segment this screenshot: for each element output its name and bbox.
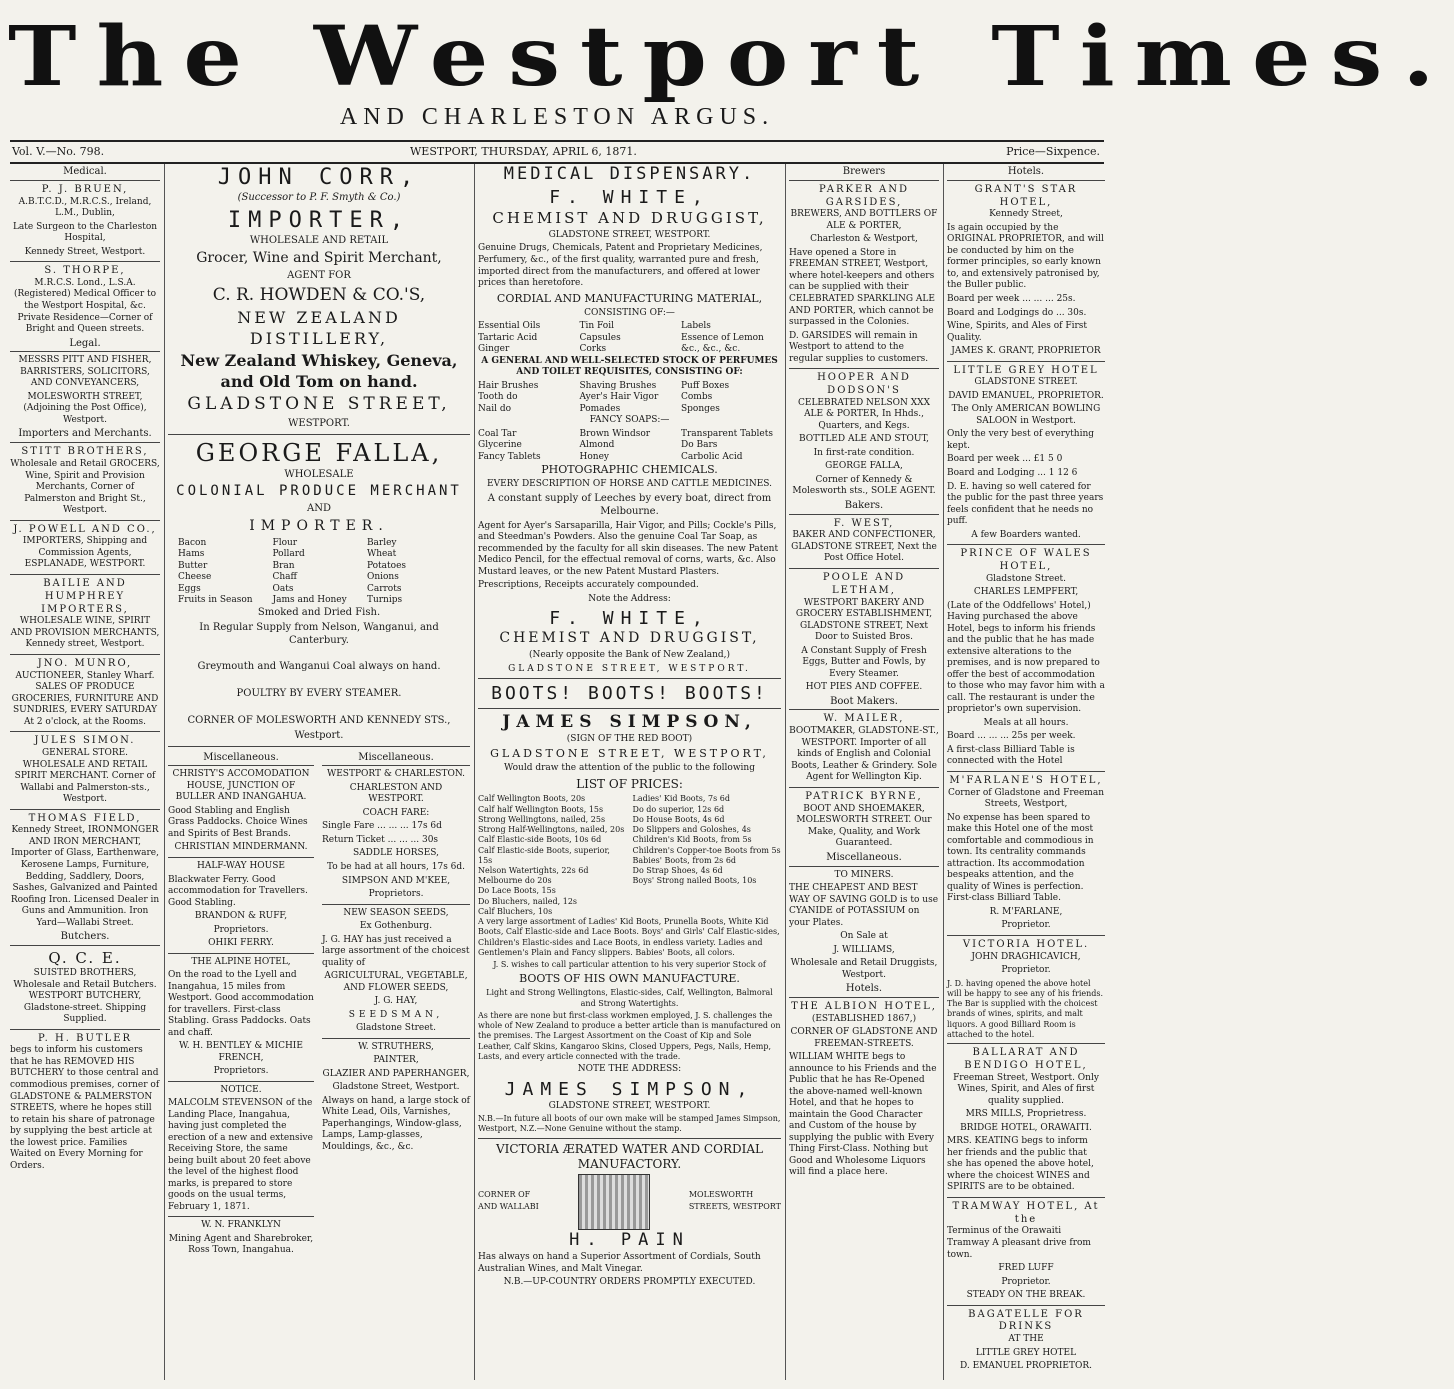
- soap-row: [478, 440, 781, 452]
- material-row: [478, 321, 781, 333]
- ad-mfarlane: M'FARLANE'S HOTEL,: [949, 774, 1103, 786]
- dispensary-title: MEDICAL DISPENSARY.: [503, 164, 756, 184]
- materials-list: [478, 321, 781, 356]
- produce-row-cell: Jams and Honey: [272, 595, 347, 606]
- ad-hooper: HOOPER AND DODSON'S: [817, 372, 911, 396]
- toilet-row-cell: Nail do: [478, 403, 512, 414]
- produce-row-cell: Butter: [178, 560, 208, 571]
- price-item: Strong Half-Wellingtons, nailed, 20s: [478, 825, 625, 835]
- produce-row-cell: Barley: [366, 537, 397, 548]
- price-item: Do Lace Boots, 15s: [478, 886, 556, 896]
- masthead: [0, 0, 1454, 132]
- ad-pitt: MESSRS PITT AND FISHER, BARRISTERS, SOLICITORS, AND CONVEYANCERS,: [18, 355, 152, 389]
- ad-thorpe: S. THORPE,: [44, 265, 126, 277]
- price-item: Calf Wellington Boots, 20s: [478, 794, 586, 804]
- toilet-row-cell: Puff Boxes: [681, 380, 730, 391]
- price-item: Nelson Watertights, 22s 6d: [478, 865, 589, 875]
- ad-munro: JNO. MUNRO,: [37, 657, 133, 669]
- misc-right: Miscellaneous. WESTPORT & CHARLESTON. CHARLESTON AND WESTPORT. COACH FARE: Single Fare ... ... ... 17s 6d Return Ticket ... ... ... 30s SADDLE HORSES, To be had at all hours, 17s 6d. SIMPSON AND M'KEE, Proprietors. NEW SEASON SEEDS, Ex Gothenburg. J. G. HAY has just received a large assortment of the choicest quality of AGRICULTURAL, VEGETABLE, AND FLOWER SEEDS, J. G. HAY, SEEDSMAN, Gladstone Street. W. STRUTHERS, PAINTER, GLAZIER AND PAPERHANGER, Gladstone Street, Westport. Always on hand, a large stock of White Lead, Oils, Varnishes, Paperhangings, Window-glass, Lamps, Lamp-glasses, Mouldings, &c., &c.: [322, 751, 471, 1152]
- ad-baillie: BAILIE AND HUMPHREY IMPORTERS,: [41, 577, 129, 615]
- soap-row-cell: Honey: [579, 451, 609, 462]
- material-row-cell: Ginger: [478, 344, 510, 355]
- produce-row-cell: Wheat: [366, 549, 397, 560]
- soap-row-cell: Carbolic Acid: [681, 451, 743, 462]
- produce-row-cell: Hams: [178, 549, 205, 560]
- soaps-list: [478, 429, 781, 464]
- price-item: Calf Elastic-side Boots, 10s 6d: [478, 835, 602, 845]
- toilet-row-cell: Pomades: [579, 403, 621, 414]
- material-row-cell: &c., &c., &c.: [681, 344, 741, 355]
- ad-falla-title: GEORGE FALLA,: [195, 438, 443, 467]
- price-item: Do Slippers and Goloshes, 4s: [632, 825, 751, 835]
- toilet-row-cell: Ayer's Hair Vigor: [579, 392, 659, 403]
- misc-left: Miscellaneous. CHRISTY'S ACCOMODATION HOUSE, JUNCTION OF BULLER AND INANGAHUA. Good Stabling and English Grass Paddocks. Choice Wines and Spirits of Best Brands. CHRISTIAN MINDERMANN. HALF-WAY HOUSE Blackwater Ferry. Good accommodation for Travellers. Good Stabling. BRANDON & RUFF, Proprietors. OHIKI FERRY. THE ALPINE HOTEL, On the road to the Lyell and Inangahua, 15 miles from Westport. Good accommodation for travellers. First-class Stabling. Grass Paddocks. Oats and chaff. W. H. BENTLEY & MICHIE FRENCH, Proprietors. NOTICE. MALCOLM STEVENSON of the Landing Place, Inangahua, having just completed the erection of a new and extensive Receiving Store, the same being built about 20 feet above the level of the highest flood marks, is prepared to store goods on the usual terms, February 1, 1871. W. N. FRANKLYN Mining Agent and Sharebroker, Ross Town, Inangahua.: [168, 751, 314, 1256]
- toilet-row-cell: Hair Brushes: [478, 380, 539, 391]
- ad-bruen: P. J. BRUEN,: [41, 183, 129, 195]
- section-medical: Medical.: [10, 166, 160, 181]
- soap-row-cell: Do Bars: [681, 440, 718, 451]
- produce-row: [178, 584, 460, 596]
- ad-little-grey: LITTLE GREY HOTEL: [953, 364, 1099, 376]
- section-importers: Importers and Merchants.: [10, 428, 160, 443]
- ad-poole: POOLE AND LETHAM,: [822, 571, 906, 596]
- material-row: [478, 344, 781, 356]
- ad-field: THOMAS FIELD,: [28, 812, 142, 824]
- price-item: Melbourne do 20s: [478, 876, 552, 886]
- price-item: Boys' Strong nailed Boots, 10s: [632, 876, 757, 886]
- produce-row-cell: Pollard: [272, 549, 305, 560]
- price-item: Calf Elastic-side Boots, superior, 15s: [478, 845, 610, 865]
- newspaper-subtitle: AND CHARLESTON ARGUS.: [339, 104, 775, 130]
- produce-row: [178, 549, 460, 561]
- soap-row: [478, 429, 781, 441]
- price-item: Calf Bluchers, 10s: [478, 906, 553, 916]
- material-row-cell: Essential Oils: [478, 321, 541, 332]
- price-item: Calf half Wellington Boots, 15s: [478, 804, 604, 814]
- toilet-row-cell: Combs: [681, 392, 713, 403]
- produce-row-cell: Potatoes: [366, 560, 407, 571]
- price-item: Ladies' Kid Boots, 7s 6d: [632, 794, 730, 804]
- section-legal: Legal.: [10, 338, 160, 353]
- soap-row-cell: Coal Tar: [478, 428, 517, 439]
- soap-row-cell: Almond: [579, 440, 615, 451]
- produce-row-cell: Fruits in Season: [178, 595, 253, 606]
- ad-albion: THE ALBION HOTEL,: [791, 1000, 937, 1012]
- ad-prince: PRINCE OF WALES HOTEL,: [960, 548, 1092, 572]
- material-row-cell: Labels: [681, 321, 711, 332]
- soap-row: [478, 452, 781, 464]
- price-item: Children's Kid Boots, from 5s: [632, 835, 752, 845]
- engine-illustration: [578, 1174, 650, 1230]
- column-1: Medical. P. J. BRUEN, A.B.T.C.D., M.R.C.S., Ireland, L.M., Dublin, Late Surgeon to the Charleston Hospital, Kennedy Street, Westport. S. THORPE, M.R.C.S. Lond., L.S.A. (Registered) Medical Officer to the Westport Hospital, &c. Private Residence—Corner of Bright and Queen streets. Legal. MESSRS PITT AND FISHER, BARRISTERS, SOLICITORS, AND CONVEYANCERS, MOLESWORTH STREET, (Adjoining the Post Office), Westport. Importers and Merchants. STITT BROTHERS, Wholesale and Retail GROCERS, Wine, Spirit and Provision Merchants, Corner of Palmerston and Bright St., Westport. J. POWELL AND CO., IMPORTERS, Shipping and Commission Agents, ESPLANADE, WESTPORT. BAILIE AND HUMPHREY IMPORTERS, WHOLESALE WINE, SPIRIT AND PROVISION MERCHANTS, Kennedy street, Westport. JNO. MUNRO, AUCTIONEER, Stanley Wharf. SALES OF PRODUCE GROCERIES, FURNITURE AND SUNDRIES, EVERY SATURDAY At 2 o'clock, at the Rooms. JULES SIMON. GENERAL STORE. WHOLESALE AND RETAIL SPIRIT MERCHANT. Corner of Wallabi and Palmerston-sts., Westport. THOMAS FIELD, Kennedy Street, IRONMONGER AND IRON MERCHANT, Importer of Glass, Earthenware, Kerosene Lamps, Furniture, Bedding, Saddlery, Doors, Sashes, Galvanized and Painted Roofing Iron. Licensed Dealer in Guns and Ammunition. Iron Yard—Wallabi Street. Butchers. Q. C. E. SUISTED BROTHERS, Wholesale and Retail Butchers. WESTPORT BUTCHERY, Gladstone-street. Shipping Supplied. P. H. BUTLER begs to inform his customers that he has REMOVED HIS BUTCHERY to those central and commodious premises, corner of GLADSTONE & PALMERSTON STREETS, where he hopes still to retain his share of patronage by supplying the best article at the lowest price. Families Waited on Every Morning for Orders.: [10, 166, 160, 1171]
- toilet-row: [478, 381, 781, 393]
- ad-stitt: STITT BROTHERS,: [21, 446, 149, 458]
- ad-parker: PARKER AND GARSIDES,: [818, 183, 910, 208]
- produce-row-cell: Oats: [272, 583, 294, 594]
- soap-row-cell: Fancy Tablets: [478, 451, 541, 462]
- produce-row-cell: Eggs: [178, 583, 201, 594]
- price: Price—Sixpence.: [1006, 145, 1100, 158]
- boots-headline: BOOTS! BOOTS! BOOTS!: [491, 683, 768, 705]
- produce-row-cell: Cheese: [178, 572, 212, 583]
- price-item: Do Bluchers, nailed, 12s: [478, 896, 578, 906]
- ad-corr-title: JOHN CORR,: [217, 165, 421, 190]
- ad-west: F. WEST,: [833, 517, 895, 529]
- price-item: Children's Copper-toe Boots from 5s: [632, 845, 781, 855]
- price-item: Strong Wellingtons, nailed, 25s: [478, 814, 606, 824]
- toilet-row: [478, 404, 781, 416]
- column-3: MEDICAL DISPENSARY. F. WHITE, CHEMIST AND DRUGGIST, GLADSTONE STREET, WESTPORT. Genuine Drugs, Chemicals, Patent and Proprietary Medicines, Perfumery, &c., of the first quality, warranted pure and fresh, imported direct from the manufacturers, and offered at lower prices than heretofore. CORDIAL AND MANUFACTURING MATERIAL, CONSISTING OF:— Essential Oils Tin Foil Labels Tartaric Acid Capsules Essence of Lemon Ginger Corks &c., &c., &c. A GENERAL AND WELL-SELECTED STOCK OF PERFUMES AND TOILET REQUISITES, CONSISTING OF: Hair Brushes Shaving Brushes Puff Boxes Tooth do Ayer's Hair Vigor Combs Nail do Pomades Sponges FANCY SOAPS:— Coal Tar Brown Windsor Transparent Tablets Glycerine Almond Do Bars Fancy Tablets Honey Carbolic Acid PHOTOGRAPHIC CHEMICALS. EVERY DESCRIPTION OF HORSE AND CATTLE MEDICINES. A constant supply of Leeches by every boat, direct from Melbourne. Agent for Ayer's Sarsaparilla, Hair Vigor, and Pills; Cockle's Pills, and Steedman's Powders. Also the genuine Coal Tar Soap, as recommended by the faculty for all skin diseases. The new Patent Medico Pencil, for the effectual removal of corns, warts, &c. Also Mustard leaves, or the new Patent Mustard Plasters. Prescriptions, Receipts accurately compounded. Note the Address: F. WHITE, CHEMIST AND DRUGGIST, (Nearly opposite the Bank of New Zealand,) GLADSTONE STREET, WESTPORT. BOOTS! BOOTS! BOOTS! JAMES SIMPSON, (SIGN OF THE RED BOOT) GLADSTONE STREET, WESTPORT, Would draw the attention of the public to the following LIST OF PRICES: Calf Wellington Boots, 20s Calf half Wellington Boots, 15s Strong Wellingtons, nailed, 25s Strong Half-Wellingtons, nailed, 20s Calf Elastic-side Boots, 10s 6d Calf Elastic-side Boots, superior, 15s Nelson Watertights, 22s 6d Melbourne do 20s Do Lace Boots, 15s Do Bluchers, nailed, 12s Calf Bluchers, 10s Ladies' Kid Boots, 7s 6d Do do superior, 12s 6d Do House Boots, 4s 6d Do Slippers and Goloshes, 4s Children's Kid Boots, from 5s Children's Copper-toe Boots from 5s Babies' Boots, from 2s 6d Do Strap Shoes, 4s 6d Boys' Strong nailed Boots, 10s A very large assortment of Ladies' Kid Boots, Prunella Boots, White Kid Boots, Calf Elastic-side and Lace Boots. Boys' and Girls' Calf Elastic-sides, Children's Elastic-sides and Lace Boots, in endless variety. Ladies and Gentlemen's Plain and Fancy slippers. Babies' Boots, all colors. J. S. wishes to call particular attention to his very superior Stock of BOOTS OF HIS OWN MANUFACTURE. Light and Strong Wellingtons, Elastic-sides, Calf, Wellington, Balmoral and Strong Watertights. As there are none but first-class workmen employed, J. S. challenges the whole of New Zealand to produce a better article than is manufactured on the premises. The Largest Assortment on the Coast of Kip and Sole Leather, Calf Skins, Kangaroo Skins, Closed Uppers, Pegs, Nails, Hemp, Lasts, and every article connected with the trade. NOTE THE ADDRESS: JAMES SIMPSON, GLADSTONE STREET, WESTPORT. N.B.—In future all boots of our own make will be stamped James Simpson, Westport, N.Z.—None Genuine without the stamp. VICTORIA ÆRATED WATER AND CORDIAL MANUFACTORY. CORNER OF AND WALLABI MOLESWORTH STREETS, WESTPORT H. PAIN Has always on hand a Superior Assortment of Cordials, South Australian Wines, and Malt Vinegar. N.B.—UP-COUNTRY ORDERS PROMPTLY EXECUTED.: [478, 164, 781, 1288]
- soap-row-cell: Transparent Tablets: [681, 428, 773, 439]
- produce-row-cell: Onions: [366, 572, 399, 583]
- ad-bagatelle: BAGATELLE FOR DRINKS: [968, 1308, 1084, 1333]
- ad-byrne: PATRICK BYRNE,: [805, 790, 923, 802]
- ad-simon: JULES SIMON.: [34, 735, 136, 747]
- soap-row-cell: Brown Windsor: [579, 428, 651, 439]
- produce-row: [178, 538, 460, 550]
- ad-mailer: W. MAILER,: [823, 713, 905, 725]
- ad-victoria: VICTORIA HOTEL.: [962, 938, 1090, 950]
- material-row-cell: Essence of Lemon: [681, 332, 764, 343]
- column-2: JOHN CORR, (Successor to P. F. Smyth & Co.) IMPORTER, WHOLESALE AND RETAIL Grocer, Wine and Spirit Merchant, AGENT FOR C. R. HOWDEN & CO.'S, NEW ZEALAND DISTILLERY, New Zealand Whiskey, Geneva, and Old Tom on hand. GLADSTONE STREET, WESTPORT. GEORGE FALLA, WHOLESALE COLONIAL PRODUCE MERCHANT AND IMPORTER. Bacon Flour Barley Hams Pollard Wheat Butter Bran Potatoes Cheese Chaff Onions Eggs Oats Carrots Fruits in Season Jams and Honey Turnips Smoked and Dried Fish. In Regular Supply from Nelson, Wanganui, and Canterbury. Greymouth and Wanganui Coal always on hand. POULTRY BY EVERY STEAMER. CORNER OF MOLESWORTH AND KENNEDY STS., Westport. Miscellaneous. CHRISTY'S ACCOMODATION HOUSE, JUNCTION OF BULLER AND INANGAHUA. Good Stabling and English Grass Paddocks. Choice Wines and Spirits of Best Brands. CHRISTIAN MINDERMANN. HALF-WAY HOUSE Blackwater Ferry. Good accommodation for Travellers. Good Stabling. BRANDON & RUFF, Proprietors. OHIKI FERRY. THE ALPINE HOTEL, On the road to the Lyell and Inangahua, 15 miles from Westport. Good accommodation for travellers. First-class Stabling. Grass Paddocks. Oats and chaff. W. H. BENTLEY & MICHIE FRENCH, Proprietors. NOTICE. MALCOLM STEVENSON of the Landing Place, Inangahua, having just completed the erection of a new and extensive Receiving Store, the same being built about 20 feet above the level of the highest flood marks, is prepared to store goods on the usual terms, February 1, 1871. W. N. FRANKLYN Mining Agent and Sharebroker, Ross Town, Inangahua. Miscellaneous. WESTPORT & CHARLESTON. CHARLESTON AND WESTPORT. COACH FARE: Single Fare ... ... ... 17s 6d Return Ticket ... ... ... 30s SADDLE HORSES, To be had at all hours, 17s 6d. SIMPSON AND M'KEE, Proprietors. NEW SEASON SEEDS, Ex Gothenburg. J. G. HAY has just received a large assortment of the choicest quality of AGRICULTURAL, VEGETABLE, AND FLOWER SEEDS, J. G. HAY, SEEDSMAN, Gladstone Street. W. STRUTHERS, PAINTER, GLAZIER AND PAPERHANGER, Gladstone Street, Westport. Always on hand, a large stock of White Lead, Oils, Varnishes, Paperhangings, Window-glass, Lamps, Lamp-glasses, Mouldings, &c., &c.: [168, 164, 470, 1384]
- section-butchers: Butchers.: [10, 931, 160, 946]
- produce-row-cell: Flour: [272, 537, 298, 548]
- ad-qce: Q. C. E.: [48, 948, 122, 967]
- produce-row-cell: Turnips: [366, 595, 403, 606]
- price-item: Babies' Boots, from 2s 6d: [632, 855, 737, 865]
- volume-number: Vol. V.—No. 798.: [12, 145, 105, 158]
- produce-row-cell: Bran: [272, 560, 295, 571]
- produce-row: [178, 561, 460, 573]
- material-row: [478, 333, 781, 345]
- toilet-row-cell: Tooth do: [478, 392, 518, 403]
- prices-left: [478, 794, 626, 917]
- ad-butler: P. H. BUTLER: [37, 1032, 133, 1044]
- issue-date: WESTPORT, THURSDAY, APRIL 6, 1871.: [410, 145, 637, 158]
- toilet-row: [478, 392, 781, 404]
- price-item: Do do superior, 12s 6d: [632, 804, 725, 814]
- column-4: Brewers PARKER AND GARSIDES, BREWERS, AND BOTTLERS OF ALE & PORTER, Charleston & Westport, Have opened a Store in FREEMAN STREET, Westport, where hotel-keepers and others can be supplied with their CELEBRATED SPARKLING ALE AND PORTER, which cannot be surpassed in the Colonies. D. GARSIDES will remain in Westport to attend to the regular supplies to customers. HOOPER AND DODSON'S CELEBRATED NELSON XXX ALE & PORTER, In Hhds., Quarters, and Kegs. BOTTLED ALE AND STOUT, In first-rate condition. GEORGE FALLA, Corner of Kennedy & Molesworth sts., SOLE AGENT. Bakers. F. WEST, BAKER AND CONFECTIONER, GLADSTONE STREET, Next the Post Office Hotel. POOLE AND LETHAM, WESTPORT BAKERY AND GROCERY ESTABLISHMENT, GLADSTONE STREET, Next Door to Suisted Bros. A Constant Supply of Fresh Eggs, Butter and Fowls, by Every Steamer. HOT PIES AND COFFEE. Boot Makers. W. MAILER, BOOTMAKER, GLADSTONE-ST., WESTPORT. Importer of all kinds of English and Colonial Boots, Leather & Grindery. Sole Agent for Wellington Kip. PATRICK BYRNE, BOOT AND SHOEMAKER, MOLESWORTH STREET. Our Make, Quality, and Work Guaranteed. Miscellaneous. TO MINERS. THE CHEAPEST AND BEST WAY OF SAVING GOLD is to use CYANIDE of POTASSIUM on your Plates. On Sale at J. WILLIAMS, Wholesale and Retail Druggists, Westport. Hotels. THE ALBION HOTEL, (ESTABLISHED 1867,) CORNER OF GLADSTONE AND FREEMAN-STREETS. WILLIAM WHITE begs to announce to his Friends and the Public that he has Re-Opened the above-named well-known Hotel, and that he hopes to maintain the Good Character and Custom of the house by supplying the public with Every Thing First-Class. Nothing but Good and Wholesome Liquors will find a place here.: [789, 166, 939, 1178]
- material-row-cell: Tin Foil: [579, 321, 614, 332]
- newspaper-title: The Westport Times.: [8, 7, 1454, 105]
- ad-ballarat: BALLARAT AND BENDIGO HOTEL,: [964, 1047, 1088, 1071]
- prices-right: [633, 794, 781, 917]
- toilet-row-cell: Sponges: [681, 403, 720, 414]
- toilet-list: [478, 381, 781, 416]
- produce-row: [178, 572, 460, 584]
- dateline-bar: [10, 140, 1104, 164]
- produce-row-cell: Bacon: [178, 537, 207, 548]
- produce-row-cell: Chaff: [272, 572, 297, 583]
- produce-row: [178, 595, 460, 607]
- material-row-cell: Capsules: [579, 332, 621, 343]
- ad-powell: J. POWELL AND CO.,: [13, 523, 157, 535]
- produce-row-cell: Carrots: [366, 583, 402, 594]
- column-5: Hotels. GRANT'S STAR HOTEL, Kennedy Street, Is again occupied by the ORIGINAL PROPRIETOR, and will be conducted by him on the former principles, so early known to, and extensively patronised by, the Buller public. Board per week ... ... ... 25s. Board and Lodgings do ... 30s. Wine, Spirits, and Ales of First Quality. JAMES K. GRANT, PROPRIETOR LITTLE GREY HOTEL GLADSTONE STREET. DAVID EMANUEL, PROPRIETOR. The Only AMERICAN BOWLING SALOON in Westport. Only the very best of everything kept. Board per week ... £1 5 0 Board and Lodging ... 1 12 6 D. E. having so well catered for the public for the past three years feels confident that he needs no puff. A few Boarders wanted. PRINCE OF WALES HOTEL, Gladstone Street. CHARLES LEMPFERT, (Late of the Oddfellows' Hotel,) Having purchased the above Hotel, begs to inform his friends and the public that he has made extensive alterations to the premises, and is now prepared to offer the best of accommodation to those who may favor him with a call. The restaurant is under the proprietor's own supervision. Meals at all hours. Board ... ... ... 25s per week. A first-class Billiard Table is connected with the Hotel M'FARLANE'S HOTEL, Corner of Gladstone and Freeman Streets, Westport, No expense has been spared to make this Hotel one of the most comfortable and commodious in town. Its centrality commands attraction. Its accommodation bespeaks attention, and the quality of Wines is perfection. First-class Billiard Table. R. M'FARLANE, Proprietor. VICTORIA HOTEL. JOHN DRAGHICAVICH, Proprietor. J. D. having opened the above hotel will be happy to see any of his friends. The Bar is supplied with the choicest brands of wines, spirits, and malt liquors. A good Billiard Room is attached to the hotel. BALLARAT AND BENDIGO HOTEL, Freeman Street, Westport. Only Wines, Spirit, and Ales of first quality supplied. MRS MILLS, Proprietress. BRIDGE HOTEL, ORAWAITI. MRS. KEATING begs to inform her friends and the public that she has opened the above hotel, where the choicest WINES and SPIRITS are to be obtained. TRAMWAY HOTEL, At the Terminus of the Orawaiti Tramway A pleasant drive from town. FRED LUFF Proprietor. STEADY ON THE BREAK. BAGATELLE FOR DRINKS AT THE LITTLE GREY HOTEL D. EMANUEL PROPRIETOR.: [947, 166, 1105, 1372]
- material-row-cell: Corks: [579, 344, 607, 355]
- material-row-cell: Tartaric Acid: [478, 332, 538, 343]
- ad-tramway: TRAMWAY HOTEL, At the: [952, 1200, 1100, 1225]
- toilet-row-cell: Shaving Brushes: [579, 380, 657, 391]
- ad-grant: GRANT'S STAR HOTEL,: [974, 183, 1078, 208]
- produce-list: [168, 538, 470, 607]
- price-item: Do Strap Shoes, 4s 6d: [632, 865, 723, 875]
- soap-row-cell: Glycerine: [478, 440, 522, 451]
- price-item: Do House Boots, 4s 6d: [632, 814, 725, 824]
